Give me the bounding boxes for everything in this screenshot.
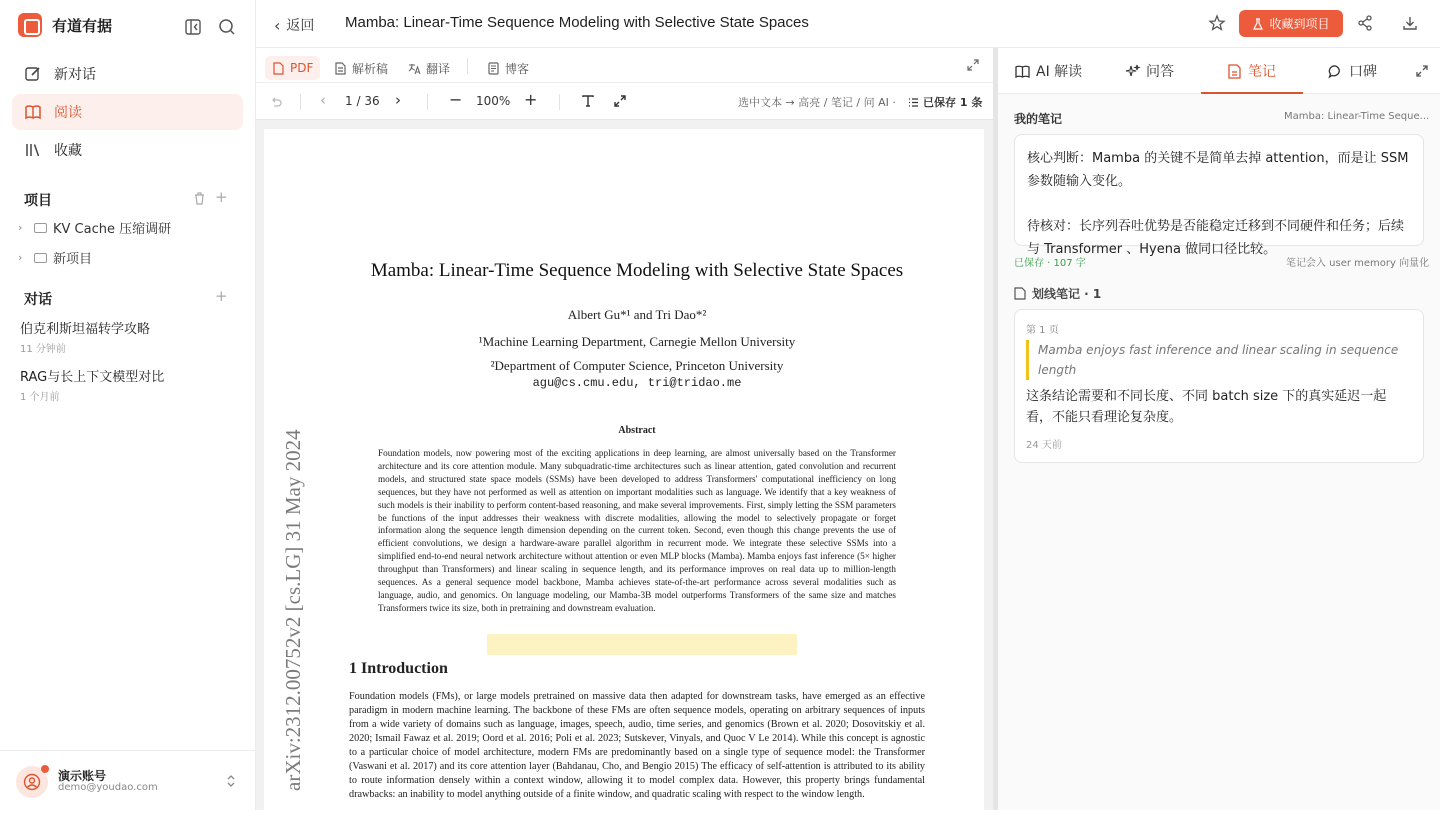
abstract-heading: Abstract xyxy=(618,425,656,436)
document-icon xyxy=(334,62,347,75)
book-icon xyxy=(24,103,42,121)
user-icon xyxy=(23,773,41,791)
note-saved-status: 已保存 · 107 字 xyxy=(1014,258,1086,269)
toolbar-divider xyxy=(559,94,560,110)
zoom-out-icon[interactable]: − xyxy=(449,90,463,109)
translate-icon xyxy=(408,62,421,75)
prev-page-icon[interactable]: ‹ xyxy=(320,91,326,109)
projects-title: 项目 xyxy=(24,193,52,209)
logo-icon xyxy=(18,13,42,37)
conversation-title: RAG与长上下文模型对比 xyxy=(20,370,165,385)
star-icon[interactable] xyxy=(1208,14,1226,32)
pdf-page[interactable] xyxy=(264,129,984,819)
toolbar-divider xyxy=(427,94,428,110)
folder-icon xyxy=(34,223,47,233)
sidebar xyxy=(0,0,256,810)
my-notes-heading: 我的笔记 xyxy=(1014,112,1063,126)
edit-icon xyxy=(24,65,42,83)
library-icon xyxy=(24,141,42,159)
conversation-title: 伯克利斯坦福转学攻略 xyxy=(20,322,151,337)
nav-new-chat[interactable] xyxy=(12,56,243,92)
tab-divider xyxy=(467,58,468,74)
right-panel xyxy=(998,48,1440,810)
note-icon xyxy=(1227,64,1242,79)
highlight-time: 24 天前 xyxy=(1026,440,1062,451)
selection-hint: 选中文本 → 高亮 / 笔记 / 问 AI · xyxy=(738,96,896,109)
tab-label: AI 解读 xyxy=(1036,64,1083,80)
right-tabs xyxy=(998,48,1440,94)
tab-translate[interactable] xyxy=(401,56,457,80)
app-name: 有道有据 xyxy=(52,16,113,35)
pdf-toolbar xyxy=(256,83,993,120)
note-paragraph: 待核对：长序列吞吐优势是否能稳定迁移到不同硬件和任务；后续与 Transformer 、Hyena 做同口径比较。 xyxy=(1027,219,1405,257)
folder-icon xyxy=(34,253,47,263)
note-paragraph: 核心判断：Mamba 的关键不是简单去掉 attention，而是让 SSM 参数随输入变化。 xyxy=(1027,151,1409,189)
chevron-right-icon: › xyxy=(18,251,23,264)
nav-label: 阅读 xyxy=(54,105,82,121)
page-indicator[interactable] xyxy=(345,94,380,108)
highlights-heading-label: 划线笔记 · 1 xyxy=(1032,287,1102,301)
active-tab-indicator xyxy=(1201,92,1303,94)
paper-emails: agu@cs.cmu.edu, tri@tridao.me xyxy=(532,376,742,390)
nav-label: 收藏 xyxy=(54,143,82,159)
saved-count-button[interactable] xyxy=(908,94,982,110)
collapse-sidebar-icon[interactable] xyxy=(183,17,203,37)
note-source: Mamba: Linear-Time Seque... xyxy=(1284,111,1430,122)
chevron-updown-icon[interactable] xyxy=(226,773,236,789)
project-label: 新项目 xyxy=(53,252,93,267)
highlight-quote: Mamba enjoys fast inference and linear scaling in sequence length xyxy=(1026,340,1411,380)
sparkle-icon xyxy=(1125,64,1140,79)
file-icon xyxy=(272,62,285,75)
nav-label: 新对话 xyxy=(54,67,96,83)
trash-icon[interactable] xyxy=(193,191,206,205)
paper-title: Mamba: Linear-Time Sequence Modeling with Selective State Spaces xyxy=(370,260,904,281)
tab-label: 问答 xyxy=(1146,64,1174,80)
tab-label: 口碑 xyxy=(1349,64,1377,80)
expand-icon[interactable] xyxy=(966,58,980,72)
nav-reading[interactable] xyxy=(12,94,243,130)
book-open-icon xyxy=(1015,64,1030,79)
highlight-comment: 这条结论需要和不同长度、不同 batch size 下的真实延迟一起看，不能只看理论复杂度。 xyxy=(1026,389,1387,425)
project-item[interactable] xyxy=(18,248,92,267)
highlight-card[interactable] xyxy=(1014,309,1424,463)
highlights-heading xyxy=(1014,285,1101,302)
tab-notes[interactable] xyxy=(1227,48,1276,94)
tab-label: PDF xyxy=(290,61,314,75)
add-conversation-icon[interactable]: + xyxy=(215,287,228,305)
highlight-page: 第 1 页 xyxy=(1026,325,1059,336)
section-heading: 1 Introduction xyxy=(349,660,448,677)
text-highlight[interactable] xyxy=(487,634,797,655)
account-name: 演示账号 xyxy=(58,769,107,783)
tab-pdf[interactable] xyxy=(265,56,320,80)
text-tool-icon[interactable] xyxy=(581,94,595,108)
list-icon xyxy=(908,97,919,108)
back-button[interactable] xyxy=(274,15,314,35)
blog-icon xyxy=(487,62,500,75)
paper-affiliation: ²Department of Computer Science, Princeton University xyxy=(490,358,784,373)
note-editor[interactable] xyxy=(1014,134,1424,257)
share-icon[interactable] xyxy=(1356,14,1374,32)
page-separator: / xyxy=(356,94,361,108)
document-title: Mamba: Linear-Time Sequence Modeling with Selective State Spaces xyxy=(345,14,809,31)
tab-reviews[interactable] xyxy=(1328,48,1377,94)
search-icon[interactable] xyxy=(217,17,237,37)
save-to-project-button[interactable] xyxy=(1239,10,1343,37)
tab-label: 博客 xyxy=(505,61,530,76)
avatar xyxy=(16,766,48,798)
tab-ai-insight[interactable] xyxy=(1015,48,1082,94)
chevron-right-icon: › xyxy=(18,221,23,234)
zoom-level[interactable]: 100% xyxy=(476,94,511,108)
fit-screen-icon[interactable] xyxy=(613,94,627,108)
toolbar-divider xyxy=(300,94,301,110)
topbar xyxy=(256,0,1440,48)
conversation-item[interactable] xyxy=(20,366,164,403)
account-panel[interactable] xyxy=(0,750,256,810)
page-total: 36 xyxy=(364,94,380,108)
tab-label: 笔记 xyxy=(1248,64,1276,80)
add-project-icon[interactable]: + xyxy=(215,188,228,206)
memory-hint: 笔记会入 user memory 向量化 xyxy=(1286,258,1430,269)
brand[interactable] xyxy=(18,13,112,37)
flask-icon xyxy=(1252,18,1264,30)
next-page-icon[interactable]: › xyxy=(395,91,401,109)
chevron-left-icon: ‹ xyxy=(274,15,281,35)
undo-icon[interactable] xyxy=(269,95,283,109)
project-item[interactable] xyxy=(18,218,171,237)
conversation-item[interactable] xyxy=(20,318,150,355)
download-icon[interactable] xyxy=(1401,14,1419,32)
save-to-project-label: 收藏到项目 xyxy=(1269,17,1330,31)
tab-label: 解析稿 xyxy=(352,61,389,76)
conversation-time: 1 个月前 xyxy=(20,392,60,403)
nav-favorites[interactable] xyxy=(12,132,243,168)
expand-panel-icon[interactable] xyxy=(1415,64,1429,78)
note-icon xyxy=(1014,287,1026,300)
page-current: 1 xyxy=(345,94,353,108)
tab-blog[interactable] xyxy=(480,56,536,80)
tab-label: 翻译 xyxy=(426,61,451,76)
paper-affiliation: ¹Machine Learning Department, Carnegie Mellon University xyxy=(478,334,796,349)
pdf-viewer xyxy=(256,48,993,810)
tab-parsed[interactable] xyxy=(327,56,395,80)
comment-icon xyxy=(1328,64,1343,79)
account-email: demo@youdao.com xyxy=(58,782,158,793)
abstract-text: Foundation models, now powering most of the exciting applications in deep learning, are almost universally based on the Transformer architecture and its core attention module. Many subquadratic-time architectures such as linear attention, gated convolution and recurrent models, and structured state space models (SSMs) have been developed to address Transformers' computational inefficiency on long sequences, but they have not performed as well as attention on important modalities such as language. We identify that a key weakness of such models is their inability to perform content-based reasoning, and make several improvements. First, simply letting the SSM parameters be functions of the input addresses their weakness with discrete modalities, allowing the model to selectively propagate or forget information along the sequence length dimension depending on the current token. Second, even though this change prevents the use of efficient convolutions, we design a hardware-aware parallel algorithm in recurrent mode. We integrate these selective SSMs into a simplified end-to-end neural network architecture without attention or even MLP blocks (Mamba). Mamba enjoys fast inference (5× higher throughput than Transformers) and linear scaling in sequence length, and its performance improves on real data up to million-length sequences. As a general sequence model backbone, Mamba achieves state-of-the-art performance across several modalities such as language, audio, and genomics. On language modeling, our Mamba-3B model outperforms Transformers of the same size and matches Transformers twice its size, both in pretraining and downstream evaluation. xyxy=(378,448,896,613)
zoom-in-icon[interactable]: + xyxy=(524,90,538,109)
project-label: KV Cache 压缩调研 xyxy=(53,222,172,237)
pdf-tabs xyxy=(256,48,993,83)
arxiv-stamp: arXiv:2312.00752v2 [cs.LG] 31 May 2024 xyxy=(281,429,305,791)
saved-count-label: 已保存 1 条 xyxy=(923,96,983,109)
conversations-title: 对话 xyxy=(24,292,52,308)
paper-authors: Albert Gu*¹ and Tri Dao*² xyxy=(567,307,707,322)
back-label: 返回 xyxy=(286,18,315,34)
tab-qa[interactable] xyxy=(1125,48,1174,94)
conversation-time: 11 分钟前 xyxy=(20,344,66,355)
intro-text: Foundation models (FMs), or large models pretrained on massive data then adapted for downstream tasks, have emerged as an effective paradigm in modern machine learning. The backbone of these FMs are often sequence models, operating on arbitrary sequences of inputs from a wide variety of domains such as language, images, speech, audio, time series, and genomics (Brown et al. 2020; Dosovitskiy et al. 2020; Ismail Fawaz et al. 2019; Oord et al. 2016; Poli et al. 2023; Sutskever, Vinyals, and Quoc V Le 2014). While this concept is agnostic to a particular choice of model architecture, modern FMs are predominantly based on a single type of sequence model: the Transformer (Vaswani et al. 2017) and its core attention layer (Bahdanau, Cho, and Bengio 2015) The efficacy of self-attention is attributed to its ability to route information densely within a context window, allowing it to model complex data. However, this property brings fundamental drawbacks: an inability to model anything outside of a finite window, and quadratic scaling with respect to the window length. xyxy=(349,691,925,800)
